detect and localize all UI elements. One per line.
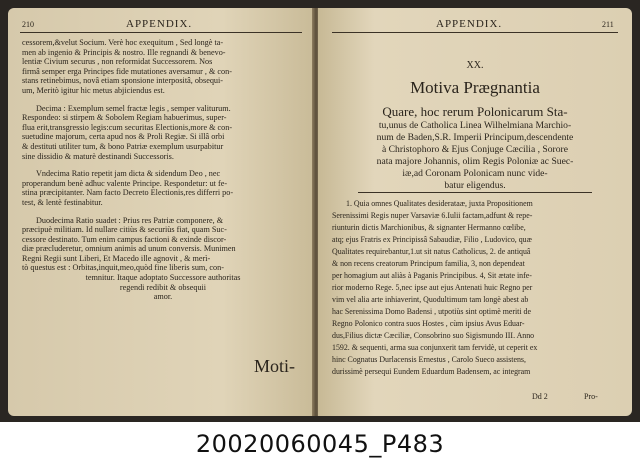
text-line: diæ præcluderetur, omnium animis ad unum conversis. Munimen bbox=[22, 244, 236, 254]
heading-line: iæ,ad Coronam Polonicam nunc vide- bbox=[402, 168, 548, 179]
text-line: Qualitates requirebantur,1.ut sit natus Catholicus, 2. de antiquâ bbox=[332, 247, 531, 256]
text-line: durissimè persequi Eundem Eduardum Badensem, ac integram bbox=[332, 367, 531, 376]
text-line: regendi redibit & obsequii bbox=[119, 282, 207, 292]
text-line: Serenissimi Regis nuper Varsaviæ 6.Iulii factam,adfunt & repe- bbox=[332, 211, 533, 220]
text-line: 1. Quia omnes Qualitates desiderataæ, juxta Propositionem bbox=[346, 199, 533, 208]
para-continuation bbox=[22, 38, 304, 96]
text-line: sine dissidio & maturè destinandi Successoris. bbox=[22, 151, 174, 161]
text-line: rior moderno Rege. 5,nec ipse aut ejus Antenati huic Regno per bbox=[332, 283, 533, 292]
para-decima bbox=[22, 104, 304, 162]
text-line: suetudine majorum, certa apud nos & Proli Regiæ. Si illâ orbi bbox=[22, 132, 225, 142]
text-line: properandum benè adhuc valente Principe. Respondetur: ut fe- bbox=[22, 178, 228, 188]
text-line: firmâ semper erga Principes fide mutationes aversamur , & con- bbox=[22, 66, 232, 76]
text-line: stans retinebimus, novâ etiam sponsione interpositâ, obsequi- bbox=[22, 76, 224, 86]
section-heading-block bbox=[328, 104, 622, 192]
text-line: tò questus est : Orbitas,inquit,meo,quòd fine liberis sum, con- bbox=[22, 263, 224, 273]
heading-line: Quare, hoc rerum Polonicarum Sta- bbox=[382, 104, 568, 119]
para-undecima bbox=[22, 169, 304, 207]
right-body-block bbox=[332, 198, 620, 378]
text-line: præcipuè militiam. Id nullare citiùs & securiùs fiat, quam Suc- bbox=[22, 225, 227, 235]
text-line: riunturin dictis Marchionibus, & signanter Hermanno cœlibe, bbox=[332, 223, 526, 232]
text-line: Respondeo: si stirpem & Sobolem Regiam habuerimus, super- bbox=[22, 113, 227, 123]
text-line: um, Meritò igitur hic metus abjiciendus est. bbox=[22, 85, 165, 95]
right-running-head: APPENDIX. bbox=[436, 18, 503, 30]
text-line: men ab ingenio & Principis & nostro. Ille regnandi & benevo- bbox=[22, 47, 226, 57]
text-line: cessorem,&velut Socium. Verè hoc exequitum , Sed longè ta- bbox=[22, 38, 224, 47]
text-line: amor. bbox=[153, 292, 173, 302]
text-line: Vndecima Ratio repetit jam dicta & sidendum Deo , nec bbox=[36, 169, 221, 179]
heading-line: num de Baden,S.R. Imperii Principum,descendente bbox=[376, 132, 574, 143]
heading-line: à Christophoro & Ejus Conjuge Cæcilia , Sorore bbox=[382, 144, 568, 155]
left-running-head: APPENDIX. bbox=[126, 18, 193, 30]
section-number: XX. bbox=[466, 60, 484, 71]
text-line: & non recens creatorum Principum familia, 3, non dependeat bbox=[332, 259, 525, 268]
right-page-number: 211 bbox=[602, 20, 614, 29]
left-page bbox=[8, 8, 314, 416]
image-id-caption: 20020060045_P483 bbox=[195, 430, 445, 458]
text-line: per homagium aut aliàs à Paganis Principibus. 4, Sit ætate infe- bbox=[332, 271, 532, 280]
text-line: 1592. & sequenti, arma sua conjunxerit tam fervidè, ut ceperit ex bbox=[332, 343, 538, 352]
text-line: & destituti utiliter tum, & bono Patriæ exemplum usurpabitur bbox=[22, 141, 224, 151]
heading-line: tu,unus de Catholica Linea Wilhelmiana Marchio- bbox=[378, 120, 572, 131]
right-page bbox=[318, 8, 632, 416]
text-line: Regni Regii sunt Liberi, Et Macedo ille agnovit , & merì- bbox=[22, 253, 211, 263]
text-line: hinc Cognatus Durlacensis Ernestus , Carolo Sueco assistens, bbox=[332, 355, 526, 364]
text-line: Decima : Exemplum semel fractæ legis , semper valiturum. bbox=[36, 103, 231, 113]
text-line: cessore destinato. Tum enim campus factioni & exinde discor- bbox=[22, 234, 227, 244]
text-line: lentiæ Civium securus , non reformidat Successorem. Nos bbox=[22, 57, 213, 67]
text-line: atq; ejus Fratris ex Principissâ Sabaudiæ, Filio , Ludovico, quæ bbox=[332, 235, 532, 244]
text-line: Duodecima Ratio suadet : Prius res Patriæ componere, & bbox=[36, 215, 224, 225]
right-head-rule bbox=[332, 32, 618, 33]
heading-line: batur eligendus. bbox=[444, 180, 506, 191]
para-duodecima bbox=[22, 216, 304, 302]
left-text-block bbox=[22, 38, 304, 310]
text-line: stina præcipitanter. Nam facto Decreto Electionis,res differri po- bbox=[22, 188, 234, 198]
left-page-number: 210 bbox=[22, 20, 34, 29]
text-line: test, & lentè festinabitur. bbox=[22, 197, 103, 207]
section-title: Motiva Prægnantia bbox=[410, 78, 540, 97]
signature-mark: Dd 2 bbox=[532, 392, 548, 401]
right-catchword: Pro- bbox=[584, 392, 598, 401]
text-line: dus,Filius dictæ Cæciliæ, Consobrino suo Sigismundo III. Anno bbox=[332, 331, 535, 340]
heading-line: nata majore Johannis, olim Regis Poloniæ ac Suec- bbox=[376, 156, 574, 167]
left-catchword: Moti- bbox=[254, 356, 296, 376]
left-head-rule bbox=[20, 32, 302, 33]
text-line: Regno Polonico contra suos Hostes , cùm ipsius Avus Eduar- bbox=[332, 319, 525, 328]
text-line: hac Serenissima Domo Badensi , utpotiùs sint optimè meriti de bbox=[332, 307, 531, 316]
text-line: temnitur. Itaque adoptato Successore authoritas bbox=[85, 273, 241, 283]
text-line: vim vel alia arte inhiaverint, Quodultimum tam longè abest ab bbox=[332, 295, 529, 304]
text-line: flua erit,transgressio legis:cum securitas Electionis,more & con- bbox=[22, 122, 233, 132]
heading-rule bbox=[358, 192, 592, 193]
